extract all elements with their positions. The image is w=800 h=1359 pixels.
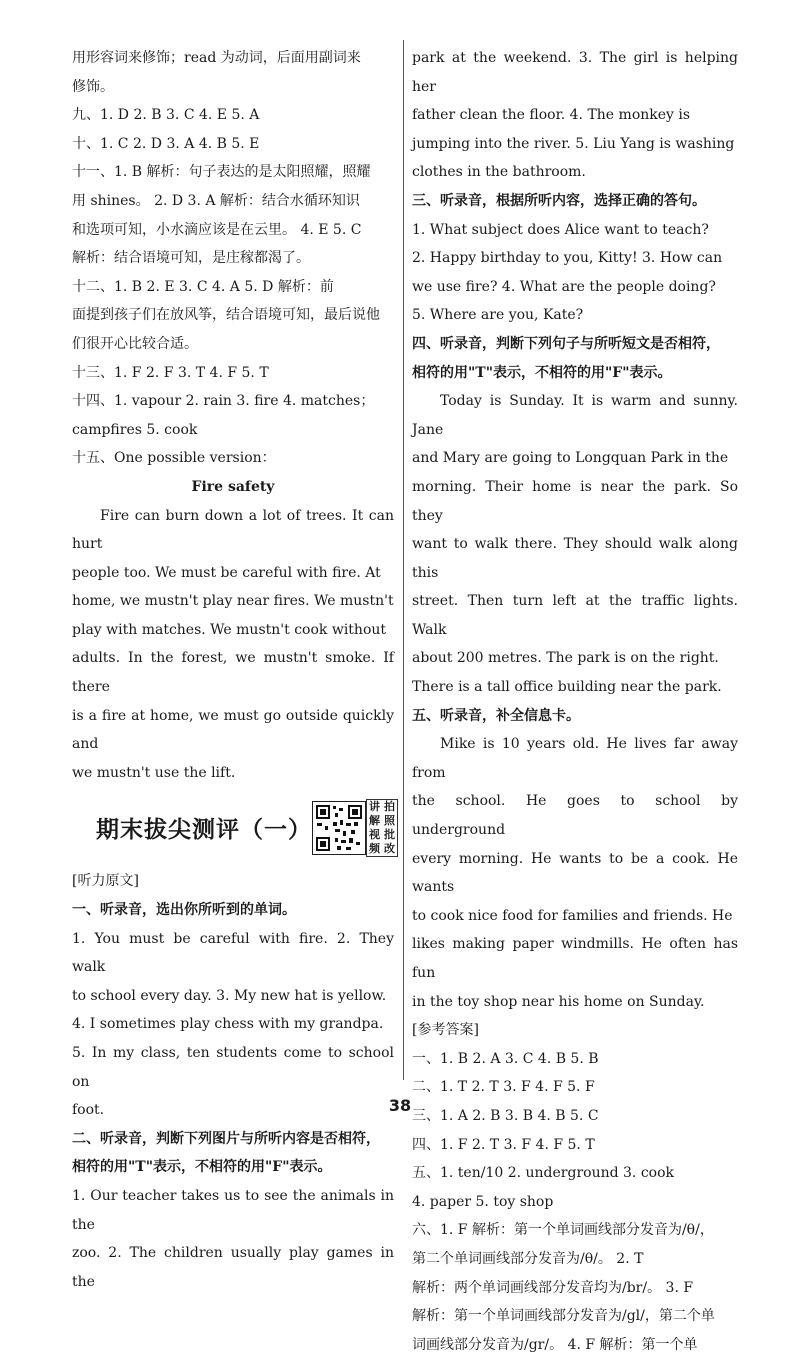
passage-line: want to walk there. They should walk along this [412,536,738,581]
essay-line: people too. We must be careful with fire. At [72,564,381,581]
answer-line: 十四、1. vapour 2. rain 3. fire 4. matches； [72,393,375,410]
passage-line: the school. He goes to school by underground [412,793,738,839]
section-heading: 相符的用"T"表示，不相符的用"F"表示。 [72,1159,332,1176]
answer-line: 一、1. B 2. A 3. C 4. B 5. B [412,1050,599,1067]
passage-line: about 200 metres. The park is on the right. [412,650,719,667]
passage-line: Today is Sunday. It is warm and sunny. Jane [412,393,738,438]
text-line: 解析：结合语境可知，是庄稼都渴了。 [72,250,310,267]
section-label: [听力原文] [72,873,139,890]
text-line: 解析：两个单词画线部分发音均为/br/。 3. F [412,1279,694,1296]
answer-line: 四、1. F 2. T 3. F 4. F 5. T [412,1136,595,1153]
answer-line: 十一、1. B 解析：句子表达的是太阳照耀，照耀 [72,164,371,181]
answer-line: 十二、1. B 2. E 3. C 4. A 5. D 解析：前 [72,278,334,295]
qr-caption-char: 改 [384,842,395,856]
answer-line: 十、1. C 2. D 3. A 4. B 5. E [72,135,260,152]
passage-line: likes making paper windmills. He often has fun [412,936,738,981]
text-line: zoo. 2. The children usually play games in the [72,1245,394,1290]
page-number: 38 [388,1096,412,1115]
qr-caption [366,799,398,857]
column-divider [403,40,404,1080]
text-line: campfires 5. cook [72,421,198,438]
text-line: we use fire? 4. What are the people doing? [412,278,716,295]
answer-line: 十五、One possible version： [72,450,276,467]
qr-caption-char: 解 [369,814,380,828]
qr-caption-char: 拍 [384,800,395,814]
text-line: 词画线部分发音为/gr/。 4. F 解析：第一个单 [412,1336,698,1353]
text-line: 1. You must be careful with fire. 2. They walk [72,930,394,976]
text-line: 用形容词来修饰；read 为动词，后面用副词来 [72,50,361,66]
essay-line: Fire can burn down a lot of trees. It can hurt [72,507,394,553]
text-line: 们很开心比较合适。 [72,335,198,352]
answer-line: 十三、1. F 2. F 3. T 4. F 5. T [72,364,269,381]
section-label: [参考答案] [412,1022,479,1039]
passage-line: Mike is 10 years old. He lives far away from [412,736,738,781]
essay-line: is a fire at home, we must go outside quickly and [72,707,394,753]
text-line: 1. What subject does Alice want to teach? [412,221,709,238]
test-title: 期末拔尖测评（一） [96,817,312,844]
text-line: 面提到孩子们在放风筝，结合语境可知，最后说他 [72,307,380,324]
text-line: 修饰。 [72,78,114,95]
qr-caption-char: 讲 [369,800,380,814]
section-heading: 四、听录音，判断下列句子与所听短文是否相符， [412,335,720,352]
passage-line: and Mary are going to Longquan Park in the [412,450,729,467]
essay-line: play with matches. We mustn't cook without [72,621,387,638]
essay-line: home, we mustn't play near fires. We mustn't [72,593,394,610]
essay-line: we mustn't use the lift. [72,764,236,781]
text-line: clothes in the bathroom. [412,164,586,181]
section-heading: 三、听录音，根据所听内容，选择正确的答句。 [412,192,706,209]
text-line: 5. Where are you, Kate? [412,307,584,324]
test-title-block [72,797,394,861]
answer-line: 4. paper 5. toy shop [412,1193,554,1210]
passage-line: every morning. He wants to be a cook. He wants [412,850,738,896]
text-line: to school every day. 3. My new hat is yellow. [72,987,387,1004]
qr-caption-char: 照 [384,814,395,828]
text-line: 解析：第一个单词画线部分发音为/gl/，第二个单 [412,1308,715,1325]
answer-line: 三、1. A 2. B 3. B 4. B 5. C [412,1107,599,1124]
text-line: father clean the floor. 4. The monkey is [412,107,691,124]
text-line: foot. [72,1102,105,1119]
section-heading: 相符的用"T"表示，不相符的用"F"表示。 [412,364,672,381]
qr-code-icon[interactable] [312,801,366,855]
answer-line: 五、1. ten/10 2. underground 3. cook [412,1165,675,1182]
text-line: 第二个单词画线部分发音为/θ/。 2. T [412,1250,644,1267]
essay-title: Fire safety [191,478,275,495]
text-line: 用 shines。 2. D 3. A 解析：结合水循环知识 [72,192,360,209]
text-line: 1. Our teacher takes us to see the animals in the [72,1187,394,1233]
text-line: jumping into the river. 5. Liu Yang is washing [412,135,735,152]
answer-line: 九、1. D 2. B 3. C 4. E 5. A [72,107,260,124]
text-line: 2. Happy birthday to you, Kitty! 3. How can [412,250,723,267]
qr-caption-char: 视 [369,828,380,842]
essay-line: adults. In the forest, we mustn't smoke. If there [72,650,394,696]
passage-line: in the toy shop near his home on Sunday. [412,993,705,1010]
passage-line: morning. Their home is near the park. So they [412,478,738,524]
passage-line: street. Then turn left at the traffic lights. Walk [412,593,738,638]
answer-line: 六、1. F 解析：第一个单词画线部分发音为/θ/， [412,1222,714,1239]
section-heading: 一、听录音，选出你所听到的单词。 [72,902,296,919]
section-heading: 二、听录音，判断下列图片与所听内容是否相符， [72,1130,380,1147]
text-line: park at the weekend. 3. The girl is helping her [412,50,738,95]
text-line: 4. I sometimes play chess with my grandpa. [72,1016,384,1033]
section-heading: 五、听录音，补全信息卡。 [412,707,580,724]
answer-line: 二、1. T 2. T 3. F 4. F 5. F [412,1079,595,1096]
text-line: 和选项可知，小水滴应该是在云里。 4. E 5. C [72,221,362,238]
passage-line: There is a tall office building near the park. [412,679,722,696]
qr-caption-char: 频 [369,842,380,856]
qr-caption-char: 批 [384,828,395,842]
right-column [412,44,738,1359]
passage-line: to cook nice food for families and friends. He [412,907,733,924]
text-line: 5. In my class, ten students come to school on [72,1045,394,1090]
